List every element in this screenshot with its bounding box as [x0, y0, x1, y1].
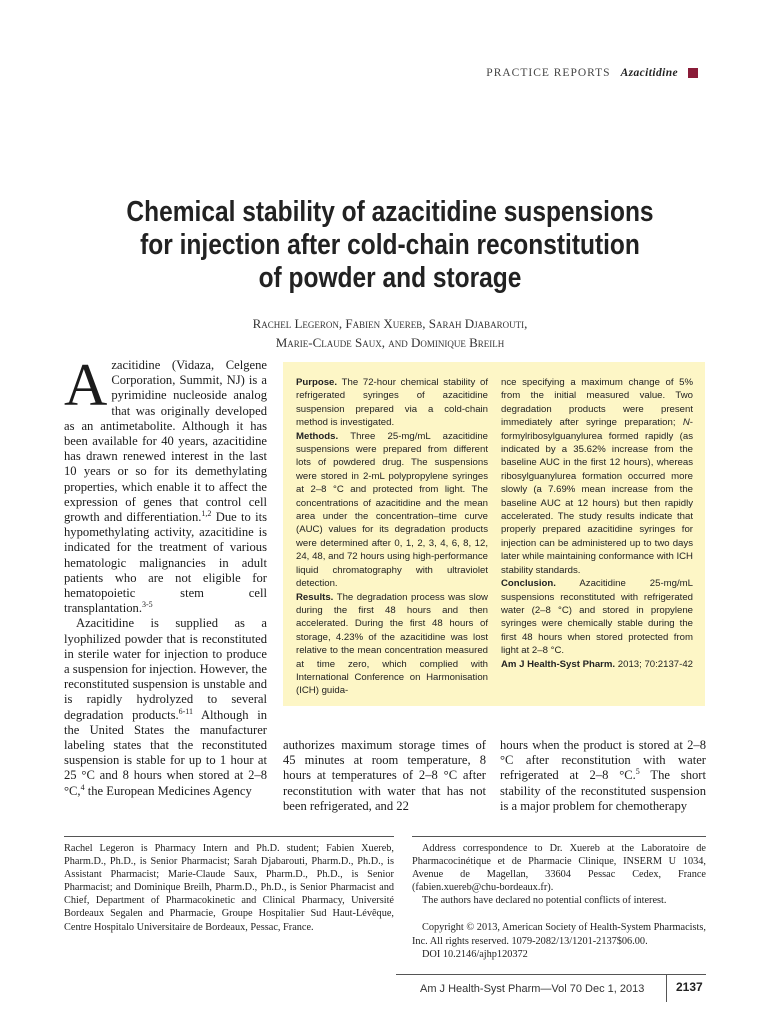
abstract-column-left: Purpose. The 72-hour chemical stability of refrigerated syringes of azacitidine suspension prepared via a cold-chain method is investigated. Methods. Three 25-mg/mL azacitidine suspensions were prepared from different lots of powdered drug. The suspensions were stored in 2-mL polypropylene syringes at 2–8 °C and protected from light. The concentrations of azacitidine and the mean area under the concentration–time curve (AUC) values for its degradation products were determined after 0, 1, 2, 3, 4, 6, 8, 12, 24, 48, and 72 hours using high-performance liquid chromatography with ultraviolet detection. Results. The degradation process was slow during the first 48 hours and then accelerated. During the first 48 hours of storage, 4.23% of the azacitidine was lost relative to the mean concentration measured at time zero, which complied with International Conference on Harmonisation (ICH) guida- [296, 377, 488, 697]
body-column-3 [500, 738, 706, 814]
citation-label: Am J Health-Syst Pharm. [501, 658, 616, 670]
footnote: Copyright © 2013, American Society of Health-System Pharmacists, Inc. All rights reserved. 1079-2082/13/1201-2137$06.00. [412, 922, 706, 947]
abstract-column-right: nce specifying a maximum change of 5% from the initial measured value. Two degradation products were present immediately after syringe preparation; N-formylribosylguanylurea formed rapidly (as indicated by a 35.62% increase from the baseline AUC in the first 12 hours), whereas ribosylguanylurea formation occurred more slowly (a 7.69% mean increase from the baseline AUC at 12 hours) but then rapidly accelerated. The study results indicate that properly prepared azacitidine syringes for injection can be administered up to two days later while maintaining conformance with ICH stability standards. Conclusion. Azacitidine 25-mg/mL suspensions reconstituted with refrigerated water (2–8 °C) and stored in propylene syringes were chemically stable during the first 48 hours when stored protected from light at 2–8 °C. Am J Health-Syst Pharm. 2013; 70:2137-42 [501, 377, 693, 670]
paragraph: authorizes maximum storage times of 45 minutes at room temperature, 8 hours at temperatures of 2–8 °C after reconstitution with water that has not been refrigerated, and 22 [283, 738, 486, 813]
author-line: Marie-Claude Saux, and Dominique Breilh [275, 335, 505, 350]
footer-rule [396, 974, 706, 975]
running-header [486, 67, 698, 79]
reference: 5 [635, 767, 640, 777]
author-affiliations: Rachel Legeron is Pharmacy Intern and Ph.D. student; Fabien Xuereb, Pharm.D., Ph.D., is Senior Pharmacist; Sarah Djabarouti, Pharm.D., Ph.D., is Assistant Pharmacist; Marie-Claude Saux, Pharm.D., Ph.D., is Senior Pharmacist; and Dominique Breilh, Pharm.D., Ph.D., is Senior Pharmacist and Chief, Department of Pharmacokinetic and Clinical Pharmacy, Université Bordeaux Segalen and Pharmacie, Groupe Hospitalier Sud Haut-Lévêque, Centre Hospitalo Universitaire de Bordeaux, Pessac, France. [64, 843, 394, 933]
footer-separator [666, 974, 667, 1002]
reference: 6-11 [178, 706, 193, 716]
reference: 4 [80, 782, 85, 792]
article-title [115, 196, 665, 295]
abstract-label: Results. [296, 591, 334, 603]
reference: 1,2 [201, 508, 212, 518]
section-label: PRACTICE REPORTS [486, 67, 611, 79]
correspondence-notes [412, 842, 706, 961]
abstract-label: Purpose. [296, 377, 338, 388]
footnote-divider [64, 836, 394, 837]
abstract-box [283, 362, 705, 706]
footnote-divider [412, 836, 706, 837]
accent-square-icon [688, 68, 698, 78]
author-line: Rachel Legeron, Fabien Xuereb, Sarah Djabarouti, [252, 316, 528, 331]
title-line: Chemical stability of azacitidine suspensions [126, 196, 654, 228]
footnote: DOI 10.2146/ajhp120372 [422, 948, 528, 960]
abstract-label: Methods. [296, 430, 339, 442]
drop-cap: A [64, 352, 108, 418]
title-line: of powder and storage [258, 262, 522, 294]
body-column-1 [64, 352, 267, 799]
paragraph: hours when the product is stored at 2–8 °C after reconstitution with water refrigerated at 2–8 °C.$^5$ The short stability of the reconstituted suspension is a major problem for chemotherapy [500, 738, 706, 813]
paragraph: Azacitidine is supplied as a lyophilized powder that is reconstituted in sterile water for injection to produce a suspension for injection. However, the reconstituted suspension is unstable and is rapidly hydrolyzed to several degradation products.$^{6-11}$ Although in the United States the manufacturer labeling states that the reconstituted suspension is stable for up to 1 hour at 25 °C and 8 hours when stored at 2–8 °C,$^4$ the European Medicines Agency [64, 616, 267, 798]
abstract-label: Conclusion. [501, 578, 556, 590]
reference: 3-5 [142, 600, 153, 610]
page-number: 2137 [676, 980, 703, 994]
body-column-2 [283, 738, 486, 814]
footnote: Address correspondence to Dr. Xuereb at the Laboratoire de Pharmacocinétique et de Pharmacie Clinique, INSERM U 1034, Avenue de Magellan, 33604 Pessac Cedex, France (fabien.xuereb@chu-bordeaux.fr). [412, 843, 706, 894]
author-list [70, 314, 710, 352]
footnote: The authors have declared no potential conflicts of interest. [422, 895, 667, 907]
title-line: for injection after cold-chain reconstitution [140, 229, 640, 261]
topic-label: Azacitidine [620, 67, 678, 79]
journal-footer: Am J Health-Syst Pharm—Vol 70 Dec 1, 2013 [420, 983, 645, 995]
paragraph: Azacitidine (Vidaza, Celgene Corporation, Summit, NJ) is a pyrimidine nucleoside analog that was originally developed as an antimetabolite. Although it has been available for 40 years, azacitidine has drawn renewed interest in the last 10 years or so for its demethylating properties, which enable it to affect the expression of genes that control cell growth and differentiation.$^{1,2}$ Due to its hypomethylating activity, azacitidine is indicated for the treatment of various hematologic malignancies in adult patients who are not eligible for hematopoietic stem cell transplantation.$^{3-5}$ [64, 352, 267, 616]
